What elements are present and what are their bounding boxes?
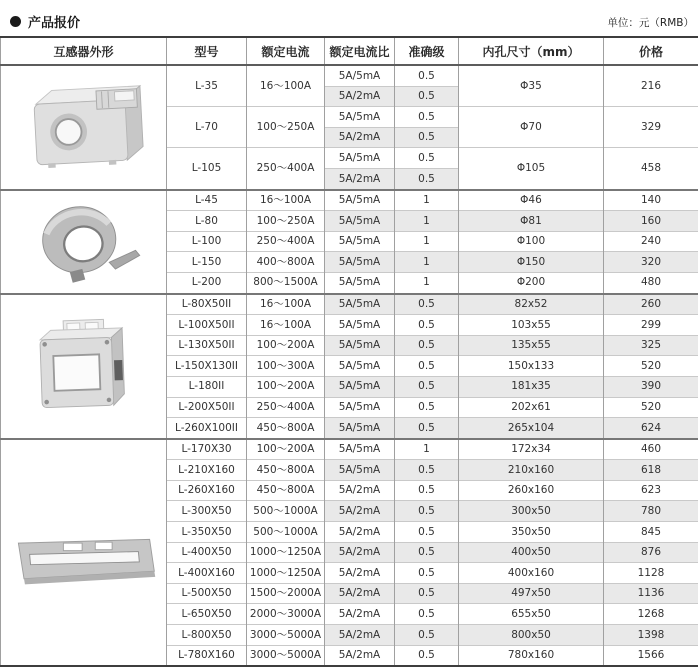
section-bullet-icon (10, 16, 21, 27)
current-cell: 3000～5000A (247, 625, 325, 646)
current-cell: 100～200A (247, 376, 325, 397)
bore-cell: Φ35 (459, 65, 604, 107)
price-cell: 320 (604, 252, 698, 273)
current-cell: 100～250A (247, 211, 325, 232)
ratio-cell: 5A/2mA (325, 522, 395, 543)
current-cell: 16～100A (247, 315, 325, 336)
price-cell: 325 (604, 335, 698, 356)
accuracy-cell: 1 (395, 231, 459, 252)
price-table-body (1, 65, 698, 666)
bore-cell: 260x160 (459, 480, 604, 501)
current-cell: 450～800A (247, 480, 325, 501)
bore-cell: Φ150 (459, 252, 604, 273)
ratio-cell: 5A/5mA (325, 231, 395, 252)
ratio-cell: 5A/2mA (325, 625, 395, 646)
price-table (0, 36, 698, 667)
bore-cell: Φ81 (459, 211, 604, 232)
model-cell: L-150 (167, 252, 247, 273)
accuracy-cell: 0.5 (395, 315, 459, 336)
ratio-cell: 5A/2mA (325, 583, 395, 604)
bore-cell: 497x50 (459, 583, 604, 604)
ratio-cell: 5A/5mA (325, 65, 395, 86)
current-cell: 800～1500A (247, 272, 325, 293)
ratio-cell: 5A/2mA (325, 542, 395, 563)
current-cell: 3000～5000A (247, 645, 325, 666)
model-cell: L-650X50 (167, 604, 247, 625)
bore-cell: Φ105 (459, 148, 604, 190)
ratio-cell: 5A/2mA (325, 168, 395, 189)
bore-cell: 780x160 (459, 645, 604, 666)
ratio-cell: 5A/2mA (325, 501, 395, 522)
ratio-cell: 5A/5mA (325, 418, 395, 439)
price-cell: 390 (604, 376, 698, 397)
ratio-cell: 5A/5mA (325, 397, 395, 418)
price-table-header (1, 37, 698, 65)
bore-cell: 265x104 (459, 418, 604, 439)
model-cell: L-500X50 (167, 583, 247, 604)
current-cell: 400～800A (247, 252, 325, 273)
table-row (1, 65, 698, 86)
model-cell: L-260X160 (167, 480, 247, 501)
page-title: 产品报价 (28, 16, 81, 31)
ratio-cell: 5A/5mA (325, 211, 395, 232)
bore-cell: 350x50 (459, 522, 604, 543)
price-cell: 1566 (604, 645, 698, 666)
bore-cell: Φ46 (459, 190, 604, 211)
current-cell: 1500～2000A (247, 583, 325, 604)
col-header-rated-current: 额定电流 (247, 37, 325, 65)
current-cell: 500～1000A (247, 501, 325, 522)
price-cell: 329 (604, 107, 698, 148)
accuracy-cell: 0.5 (395, 294, 459, 315)
price-cell: 520 (604, 397, 698, 418)
model-cell: L-70 (167, 107, 247, 148)
bore-cell: 103x55 (459, 315, 604, 336)
accuracy-cell: 0.5 (395, 418, 459, 439)
accuracy-cell: 0.5 (395, 107, 459, 128)
model-cell: L-210X160 (167, 460, 247, 481)
ratio-cell: 5A/2mA (325, 604, 395, 625)
square-window-ct-photo-graphic (15, 311, 153, 421)
round-hole-box-ct-photo-graphic (15, 74, 153, 180)
accuracy-cell: 0.5 (395, 563, 459, 584)
accuracy-cell: 1 (395, 252, 459, 273)
unit-note: 单位：元（RMB） (607, 17, 694, 29)
accuracy-cell: 1 (395, 439, 459, 460)
model-cell: L-180II (167, 376, 247, 397)
model-cell: L-780X160 (167, 645, 247, 666)
price-cell: 216 (604, 65, 698, 107)
ratio-cell: 5A/2mA (325, 563, 395, 584)
price-cell: 876 (604, 542, 698, 563)
ring-ct-photo-graphic (15, 194, 153, 290)
ratio-cell: 5A/5mA (325, 252, 395, 273)
current-cell: 250～400A (247, 148, 325, 190)
ratio-cell: 5A/2mA (325, 645, 395, 666)
price-cell: 160 (604, 211, 698, 232)
table-row (1, 439, 698, 460)
accuracy-cell: 0.5 (395, 65, 459, 86)
price-cell: 624 (604, 418, 698, 439)
bore-cell: 655x50 (459, 604, 604, 625)
accuracy-cell: 0.5 (395, 356, 459, 377)
model-cell: L-400X50 (167, 542, 247, 563)
ratio-cell: 5A/5mA (325, 107, 395, 128)
ratio-cell: 5A/2mA (325, 480, 395, 501)
accuracy-cell: 0.5 (395, 645, 459, 666)
current-cell: 450～800A (247, 418, 325, 439)
current-cell: 500～1000A (247, 522, 325, 543)
price-cell: 240 (604, 231, 698, 252)
ratio-cell: 5A/5mA (325, 335, 395, 356)
ring-ct-photo (1, 190, 167, 294)
bore-cell: 150x133 (459, 356, 604, 377)
accuracy-cell: 0.5 (395, 397, 459, 418)
bore-cell: Φ70 (459, 107, 604, 148)
accuracy-cell: 0.5 (395, 127, 459, 148)
model-cell: L-100X50II (167, 315, 247, 336)
ratio-cell: 5A/5mA (325, 356, 395, 377)
bore-cell: 800x50 (459, 625, 604, 646)
ratio-cell: 5A/5mA (325, 376, 395, 397)
model-cell: L-170X30 (167, 439, 247, 460)
model-cell: L-45 (167, 190, 247, 211)
price-cell: 299 (604, 315, 698, 336)
model-cell: L-800X50 (167, 625, 247, 646)
accuracy-cell: 0.5 (395, 625, 459, 646)
bore-cell: 300x50 (459, 501, 604, 522)
col-header-bore-size: 内孔尺寸（mm） (459, 37, 604, 65)
col-header-price: 价格 (604, 37, 698, 65)
current-cell: 450～800A (247, 460, 325, 481)
price-cell: 460 (604, 439, 698, 460)
ratio-cell: 5A/2mA (325, 127, 395, 148)
bore-cell: Φ200 (459, 272, 604, 293)
current-cell: 100～200A (247, 439, 325, 460)
accuracy-cell: 0.5 (395, 583, 459, 604)
price-cell: 140 (604, 190, 698, 211)
model-cell: L-300X50 (167, 501, 247, 522)
col-header-accuracy-class: 准确级 (395, 37, 459, 65)
accuracy-cell: 0.5 (395, 335, 459, 356)
busbar-slot-ct-photo-graphic (9, 515, 159, 590)
ratio-cell: 5A/5mA (325, 294, 395, 315)
ratio-cell: 5A/2mA (325, 86, 395, 107)
current-cell: 16～100A (247, 190, 325, 211)
bore-cell: 135x55 (459, 335, 604, 356)
bore-cell: 400x160 (459, 563, 604, 584)
accuracy-cell: 0.5 (395, 480, 459, 501)
model-cell: L-350X50 (167, 522, 247, 543)
price-cell: 618 (604, 460, 698, 481)
current-cell: 250～400A (247, 231, 325, 252)
model-cell: L-200 (167, 272, 247, 293)
table-row (1, 294, 698, 315)
accuracy-cell: 0.5 (395, 86, 459, 107)
model-cell: L-80X50II (167, 294, 247, 315)
ratio-cell: 5A/5mA (325, 148, 395, 169)
accuracy-cell: 1 (395, 211, 459, 232)
section-title (10, 12, 80, 31)
current-cell: 16～100A (247, 294, 325, 315)
bore-cell: 210x160 (459, 460, 604, 481)
price-cell: 260 (604, 294, 698, 315)
current-cell: 2000～3000A (247, 604, 325, 625)
accuracy-cell: 1 (395, 272, 459, 293)
price-cell: 1268 (604, 604, 698, 625)
model-cell: L-35 (167, 65, 247, 107)
ratio-cell: 5A/5mA (325, 315, 395, 336)
accuracy-cell: 0.5 (395, 501, 459, 522)
ratio-cell: 5A/5mA (325, 460, 395, 481)
header-row (1, 37, 698, 65)
titlebar (0, 0, 698, 36)
bore-cell: 181x35 (459, 376, 604, 397)
model-cell: L-130X50II (167, 335, 247, 356)
col-header-appearance: 互感器外形 (1, 37, 167, 65)
table-row (1, 190, 698, 211)
accuracy-cell: 0.5 (395, 148, 459, 169)
current-cell: 100～200A (247, 335, 325, 356)
price-cell: 845 (604, 522, 698, 543)
price-cell: 780 (604, 501, 698, 522)
current-cell: 1000～1250A (247, 542, 325, 563)
bore-cell: 202x61 (459, 397, 604, 418)
model-cell: L-400X160 (167, 563, 247, 584)
accuracy-cell: 0.5 (395, 542, 459, 563)
price-cell: 623 (604, 480, 698, 501)
price-cell: 458 (604, 148, 698, 190)
accuracy-cell: 0.5 (395, 604, 459, 625)
square-window-ct-photo (1, 294, 167, 439)
model-cell: L-105 (167, 148, 247, 190)
bore-cell: 82x52 (459, 294, 604, 315)
ratio-cell: 5A/5mA (325, 272, 395, 293)
current-cell: 100～300A (247, 356, 325, 377)
col-header-current-ratio: 额定电流比 (325, 37, 395, 65)
bore-cell: 172x34 (459, 439, 604, 460)
model-cell: L-150X130II (167, 356, 247, 377)
price-cell: 1128 (604, 563, 698, 584)
model-cell: L-200X50II (167, 397, 247, 418)
price-cell: 480 (604, 272, 698, 293)
accuracy-cell: 0.5 (395, 168, 459, 189)
bore-cell: Φ100 (459, 231, 604, 252)
current-cell: 16～100A (247, 65, 325, 107)
price-cell: 520 (604, 356, 698, 377)
price-cell: 1398 (604, 625, 698, 646)
model-cell: L-100 (167, 231, 247, 252)
model-cell: L-260X100II (167, 418, 247, 439)
current-cell: 100～250A (247, 107, 325, 148)
accuracy-cell: 1 (395, 190, 459, 211)
busbar-slot-ct-photo (1, 439, 167, 667)
ratio-cell: 5A/5mA (325, 439, 395, 460)
accuracy-cell: 0.5 (395, 460, 459, 481)
accuracy-cell: 0.5 (395, 376, 459, 397)
round-hole-box-ct-photo (1, 65, 167, 190)
ratio-cell: 5A/5mA (325, 190, 395, 211)
bore-cell: 400x50 (459, 542, 604, 563)
current-cell: 250～400A (247, 397, 325, 418)
model-cell: L-80 (167, 211, 247, 232)
col-header-model: 型号 (167, 37, 247, 65)
price-cell: 1136 (604, 583, 698, 604)
accuracy-cell: 0.5 (395, 522, 459, 543)
current-cell: 1000～1250A (247, 563, 325, 584)
